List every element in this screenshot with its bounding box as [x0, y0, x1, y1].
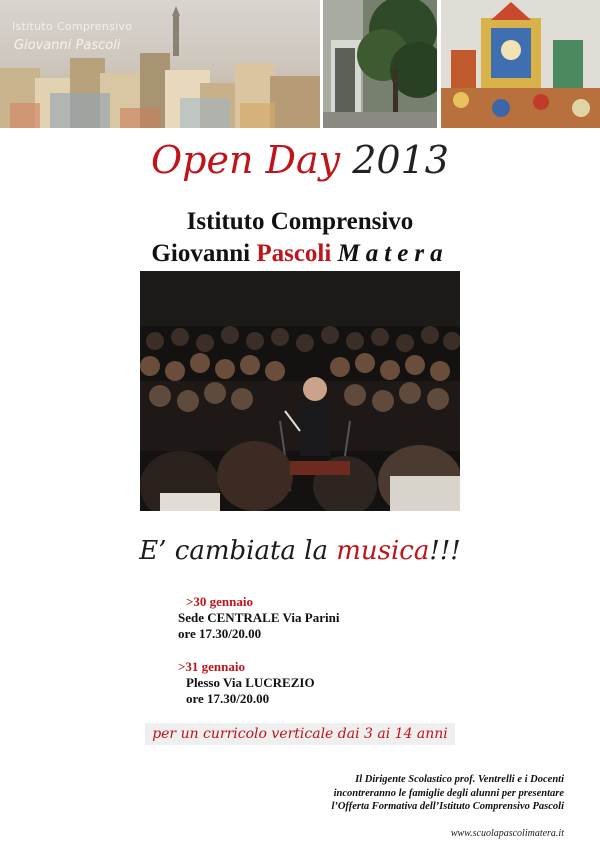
slogan-exclaim: !!! — [429, 536, 461, 566]
open-day-title — [0, 138, 600, 182]
event-place: Sede CENTRALE Via Parini — [178, 610, 340, 625]
institute-line2 — [0, 240, 600, 268]
institute-line1: Istituto Comprensivo — [186, 208, 414, 235]
title-open-day: Open Day — [151, 138, 341, 182]
bell-tower-icon — [168, 6, 184, 56]
event-time: ore 17.30/20.00 — [186, 691, 270, 706]
slogan-part1: E’ cambiata la — [139, 536, 328, 566]
slogan — [0, 536, 600, 566]
event-time: ore 17.30/20.00 — [178, 626, 262, 641]
institute-city: Matera — [337, 240, 449, 267]
header-small-text: Istituto Comprensivo — [12, 20, 133, 33]
town-mosaic-icon — [0, 48, 320, 128]
festival-float-mosaic-image — [441, 0, 600, 128]
slogan-musica: musica — [336, 536, 430, 566]
festival-float-mosaic-icon — [441, 0, 600, 128]
header-school-text: Giovanni Pascoli — [14, 38, 121, 53]
footer-line1: Il Dirigente Scolastico prof. Ventrelli e i Docenti — [355, 774, 564, 785]
concert-photo-icon — [140, 271, 460, 511]
header-banner — [0, 0, 600, 128]
title-year: 2013 — [352, 138, 449, 182]
concert-photo — [140, 271, 460, 511]
institute-name-first: Giovanni — [151, 240, 251, 267]
institute-name-red: Pascoli — [256, 240, 332, 267]
footer-note — [204, 773, 564, 814]
tree-photo-image — [323, 0, 437, 128]
footer-line2: incontreranno le famiglie degli alunni per presentare — [333, 787, 564, 799]
tree-photo-icon — [323, 0, 437, 128]
website-link[interactable]: www.scuolapascolimatera.it — [450, 828, 564, 839]
curricolo-banner: per un curricolo verticale dai 3 ai 14 anni — [145, 723, 455, 745]
event-item — [178, 594, 339, 642]
event-date: >31 gennaio — [178, 659, 245, 674]
event-date: >30 gennaio — [186, 594, 253, 609]
event-place: Plesso Via LUCREZIO — [186, 675, 315, 690]
footer-line3: l’Offerta Formativa dell’Istituto Comprensivo Pascoli — [331, 801, 564, 812]
event-item — [178, 659, 315, 707]
town-mosaic-image — [0, 0, 320, 128]
